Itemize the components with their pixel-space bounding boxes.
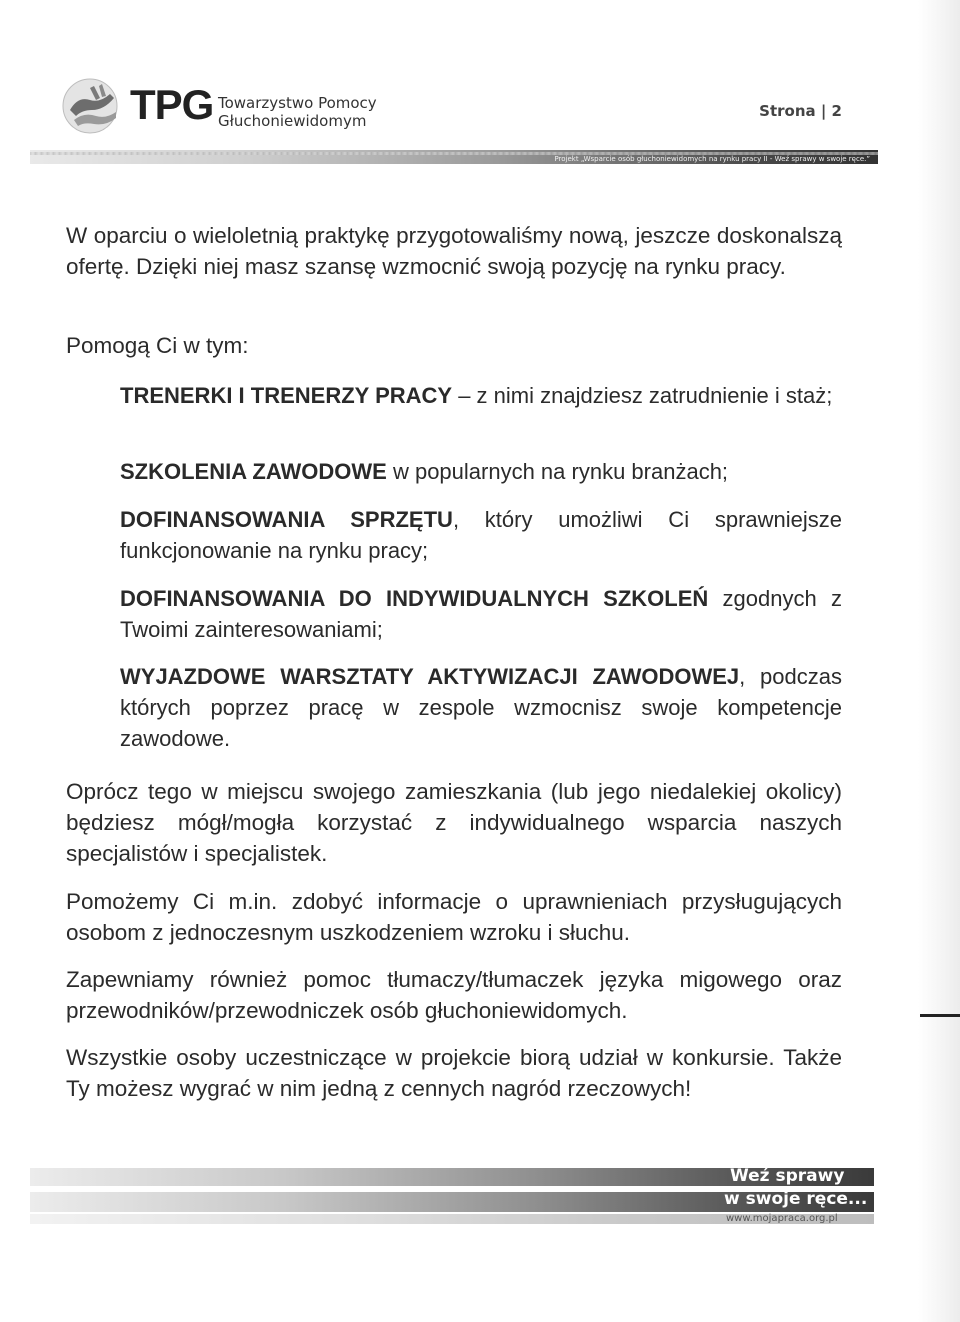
organization-name bbox=[218, 94, 377, 130]
information-paragraph: Pomożemy Ci m.in. zdobyć informacje o uprawnieniach przysługujących osobom z jednoczesnym uszkodzeniem wzroku i słuchu. bbox=[66, 889, 842, 945]
logo-text: TPG bbox=[130, 81, 214, 128]
list-item bbox=[120, 583, 842, 645]
page-header bbox=[60, 72, 850, 152]
help-intro: Pomogą Ci w tym: bbox=[66, 333, 249, 358]
list-item-text: – z nimi znajdziesz zatrudnienie i staż; bbox=[452, 383, 833, 408]
scan-mark bbox=[920, 1014, 960, 1017]
support-paragraph: Oprócz tego w miejscu swojego zamieszkania (lub jego niedalekiej okolicy) będziesz mógł/mogła korzystać z indywidualnego wsparcia naszych specjalistów i specjalistek. bbox=[66, 779, 842, 866]
slogan-line1: Weź sprawy bbox=[730, 1166, 845, 1186]
list-item-text: zgodnych z Twoimi zainteresowaniami; bbox=[120, 586, 842, 642]
list-item bbox=[120, 456, 842, 487]
page-number: Strona | 2 bbox=[759, 102, 842, 120]
intro-paragraph: W oparciu o wieloletnią praktykę przygotowaliśmy nową, jeszcze doskonalszą ofertę. Dzięki niej masz szansę wzmocnić swoją pozycję na rynku pracy. bbox=[66, 223, 842, 279]
list-item-heading: WYJAZDOWE WARSZTATY AKTYWIZACJI ZAWODOWEJ bbox=[120, 664, 740, 689]
slogan-line2: w swoje ręce... bbox=[724, 1189, 868, 1209]
list-item-heading: DOFINANSOWANIA DO INDYWIDUALNYCH SZKOLEŃ bbox=[120, 586, 709, 611]
list-item bbox=[120, 661, 842, 754]
list-item-heading: DOFINANSOWANIA SPRZĘTU bbox=[120, 507, 453, 532]
list-item bbox=[120, 504, 842, 566]
list-item-heading: TRENERKI I TRENERZY PRACY bbox=[120, 383, 453, 408]
list-item-text: , podczas których poprzez pracę w zespole wzmocnisz swoje kompetencje zawodowe. bbox=[120, 664, 842, 751]
list-item-text: w popularnych na rynku branżach; bbox=[386, 459, 729, 484]
contest-paragraph: Wszystkie osoby uczestniczące w projekcie biorą udział w konkursie. Także Ty możesz wygrać w nim jedną z cennych nagród rzeczowych! bbox=[66, 1045, 842, 1101]
hands-sign-icon bbox=[60, 76, 124, 136]
organization-name-line1: Towarzystwo Pomocy bbox=[218, 94, 377, 112]
footer-url: www.mojapraca.org.pl bbox=[726, 1213, 838, 1224]
organization-name-line2: Głuchoniewidomym bbox=[218, 112, 367, 130]
list-item bbox=[120, 380, 842, 411]
interpreters-paragraph: Zapewniamy również pomoc tłumaczy/tłumaczek języka migowego oraz przewodników/przewodniczek osób głuchoniewidomych. bbox=[66, 967, 842, 1023]
scan-edge bbox=[918, 0, 960, 1322]
list-item-text: , który umożliwi Ci sprawniejsze funkcjonowanie na rynku pracy; bbox=[120, 507, 842, 563]
project-title: Projekt „Wsparcie osób głuchoniewidomych na rynku pracy II - Weź sprawy w swoje ręce.” bbox=[554, 155, 870, 163]
list-item-heading: SZKOLENIA ZAWODOWE bbox=[120, 459, 387, 484]
